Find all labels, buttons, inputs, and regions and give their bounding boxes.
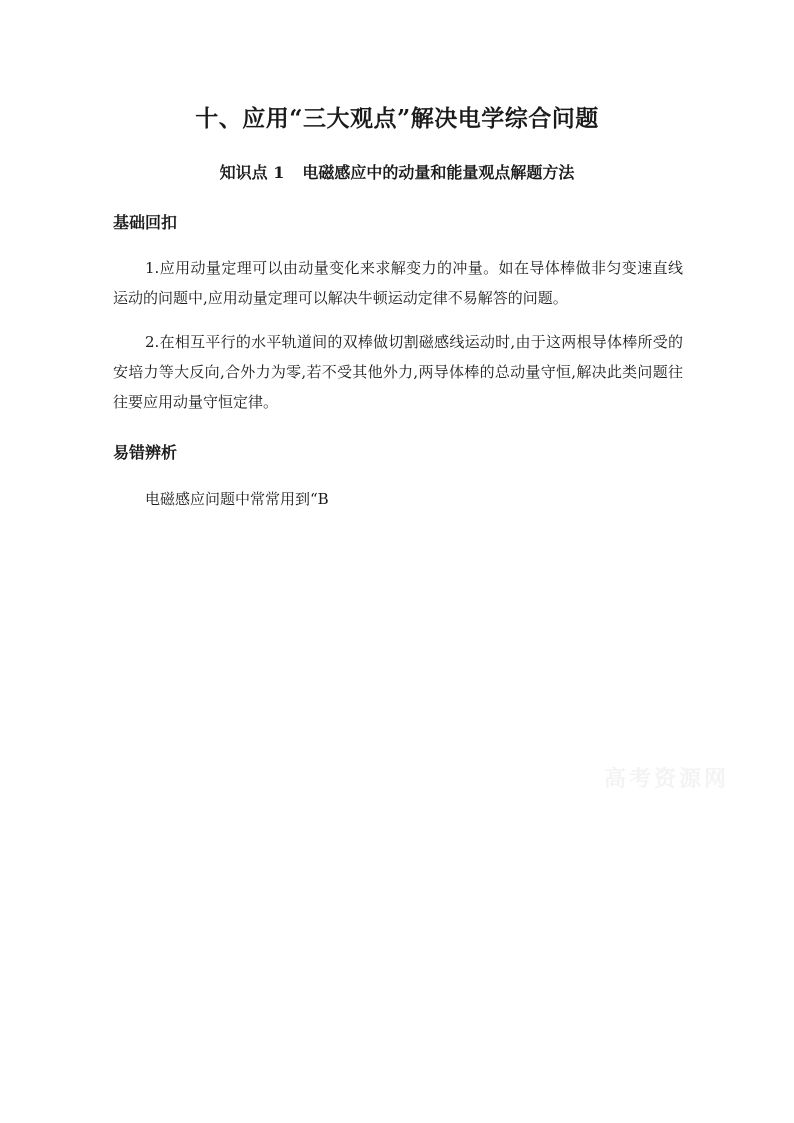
knowledge-point-heading	[0, 160, 794, 183]
paragraph-basics-1: 1.应用动量定理可以由动量变化来求解变力的冲量。如在导体棒做非匀变速直线运动的问题中,应用动量定理可以解决牛顿运动定律不易解答的问题。	[113, 259, 683, 307]
page-title: 十、应用“三大观点”解决电学综合问题	[195, 105, 599, 132]
paragraph-basics-2: 2.在相互平行的水平轨道间的双棒做切割磁感线运动时,由于这两根导体棒所受的安培力等大反向,合外力为零,若不受其他外力,两导体棒的总动量守恒,解决此类问题往往要应用动量守恒定律。	[113, 333, 683, 411]
watermark-logo: 高考资源网	[604, 766, 730, 792]
section-heading-pitfalls: 易错辨析	[113, 443, 178, 462]
knowledge-point-number: 知识点 1	[219, 163, 285, 182]
section-heading-basics: 基础回扣	[113, 213, 178, 232]
knowledge-point-title: 电磁感应中的动量和能量观点解题方法	[302, 163, 575, 182]
paragraph-pitfalls-1: 电磁感应问题中常常用到“B	[145, 490, 329, 508]
